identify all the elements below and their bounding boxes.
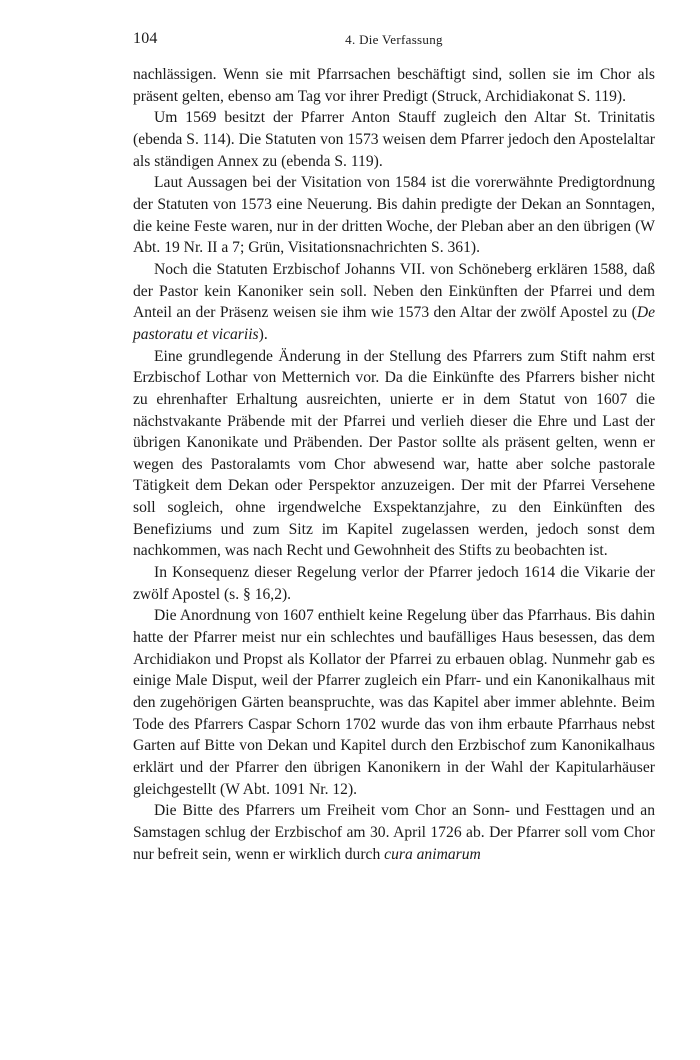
paragraph: Eine grundlegende Änderung in der Stellung des Pfarrers zum Stift nahm erst Erzbischof Lothar von Metternich vor. Da die Einkünfte des Pfarrers bisher nicht zu ehrenhafter Erhaltung ausreichten, unierte er in dem Statut von 1607 die nächstvakante Präbende mit der Pfarrei und verlieh dieser die Ehre und Last der übrigen Kanonikate und Präbenden. Der Pastor sollte als präsent gelten, wenn er wegen des Pastoralamts vom Chor abwesend war, hatte aber solche pastorale Tätigkeit dem Dekan oder Perspektor anzuzeigen. Der mit der Pfarrei Versehene soll sogleich, ohne irgendwelche Exspektanzjahre, zu den Einkünften des Benefiziums und zum Sitz im Kapitel zugelassen werden, jedoch sonst dem nachkommen, was nach Recht und Gewohnheit des Stifts zu beobachten ist. bbox=[133, 347, 655, 560]
latin-phrase: cura animarum bbox=[384, 845, 481, 863]
paragraph bbox=[133, 259, 655, 346]
page-header bbox=[133, 30, 655, 54]
page-number: 104 bbox=[133, 30, 158, 47]
paragraph: Laut Aussagen bei der Visitation von 1584 ist die vorerwähnte Predigtordnung der Statuten von 1573 eine Neuerung. Bis dahin predigte der Dekan an Sonntagen, die keine Feste waren, nur in der dritten Woche, der Pleban aber an den übrigen (W Abt. 19 Nr. II a 7; Grün, Visitationsnachrichten S. 361). bbox=[133, 174, 655, 257]
paragraph-text-end: ). bbox=[258, 325, 268, 343]
paragraph-text: Die Bitte des Pfarrers um Freiheit vom Chor an Sonn- und Festtagen und an Samstagen schlug der Erzbischof am 30. April 1726 ab. Der Pfarrer soll vom Chor nur befreit sein, wenn er wirklich durch bbox=[133, 802, 655, 863]
body-text bbox=[133, 64, 655, 865]
paragraph: nachlässigen. Wenn sie mit Pfarrsachen beschäftigt sind, sollen sie im Chor als präsent gelten, ebenso am Tag vor ihrer Predigt (Struck, Archidiakonat S. 119). bbox=[133, 66, 655, 105]
running-head: 4. Die Verfassung bbox=[345, 32, 443, 47]
paragraph: Um 1569 besitzt der Pfarrer Anton Stauff zugleich den Altar St. Trinitatis (ebenda S. 114). Die Statuten von 1573 weisen dem Pfarrer jedoch den Apostelaltar als ständigen Annex zu (ebenda S. 119). bbox=[133, 109, 655, 170]
paragraph: In Konsequenz dieser Regelung verlor der Pfarrer jedoch 1614 die Vikarie der zwölf Apostel (s. § 16,2). bbox=[133, 564, 655, 603]
latin-title: De pastoratu et vicariis bbox=[133, 304, 655, 343]
paragraph bbox=[133, 800, 655, 865]
paragraph: Die Anordnung von 1607 enthielt keine Regelung über das Pfarrhaus. Bis dahin hatte der Pfarrer meist nur ein schlechtes und baufälliges Haus besessen, das dem Archidiakon und Propst als Kollator der Pfarrei zu erbauen oblag. Nunmehr gab es einige Male Disput, weil der Pfarrer zugleich ein Pfarr- und ein Kanonikalhaus mit den zugehörigen Gärten beanspruchte, was das Kapitel aber immer ablehnte. Beim Tode des Pfarrers Caspar Schorn 1702 wurde das von ihm erbaute Pfarrhaus nebst Garten auf Bitte von Dekan und Kapitel durch den Erzbischof zum Kanonikalhaus erklärt und der Pfarrer den übrigen Kanonikern in der Wahl der Kapitularhäuser gleichgestellt (W Abt. 1091 Nr. 12). bbox=[133, 607, 655, 798]
paragraph-text: Noch die Statuten Erzbischof Johanns VII. von Schöneberg erklären 1588, daß der Pastor kein Kanoniker sein soll. Neben den Einkünften der Pfarrei und dem Anteil an der Präsenz weisen sie ihm wie 1573 den Altar der zwölf Apostel zu ( bbox=[133, 260, 655, 322]
